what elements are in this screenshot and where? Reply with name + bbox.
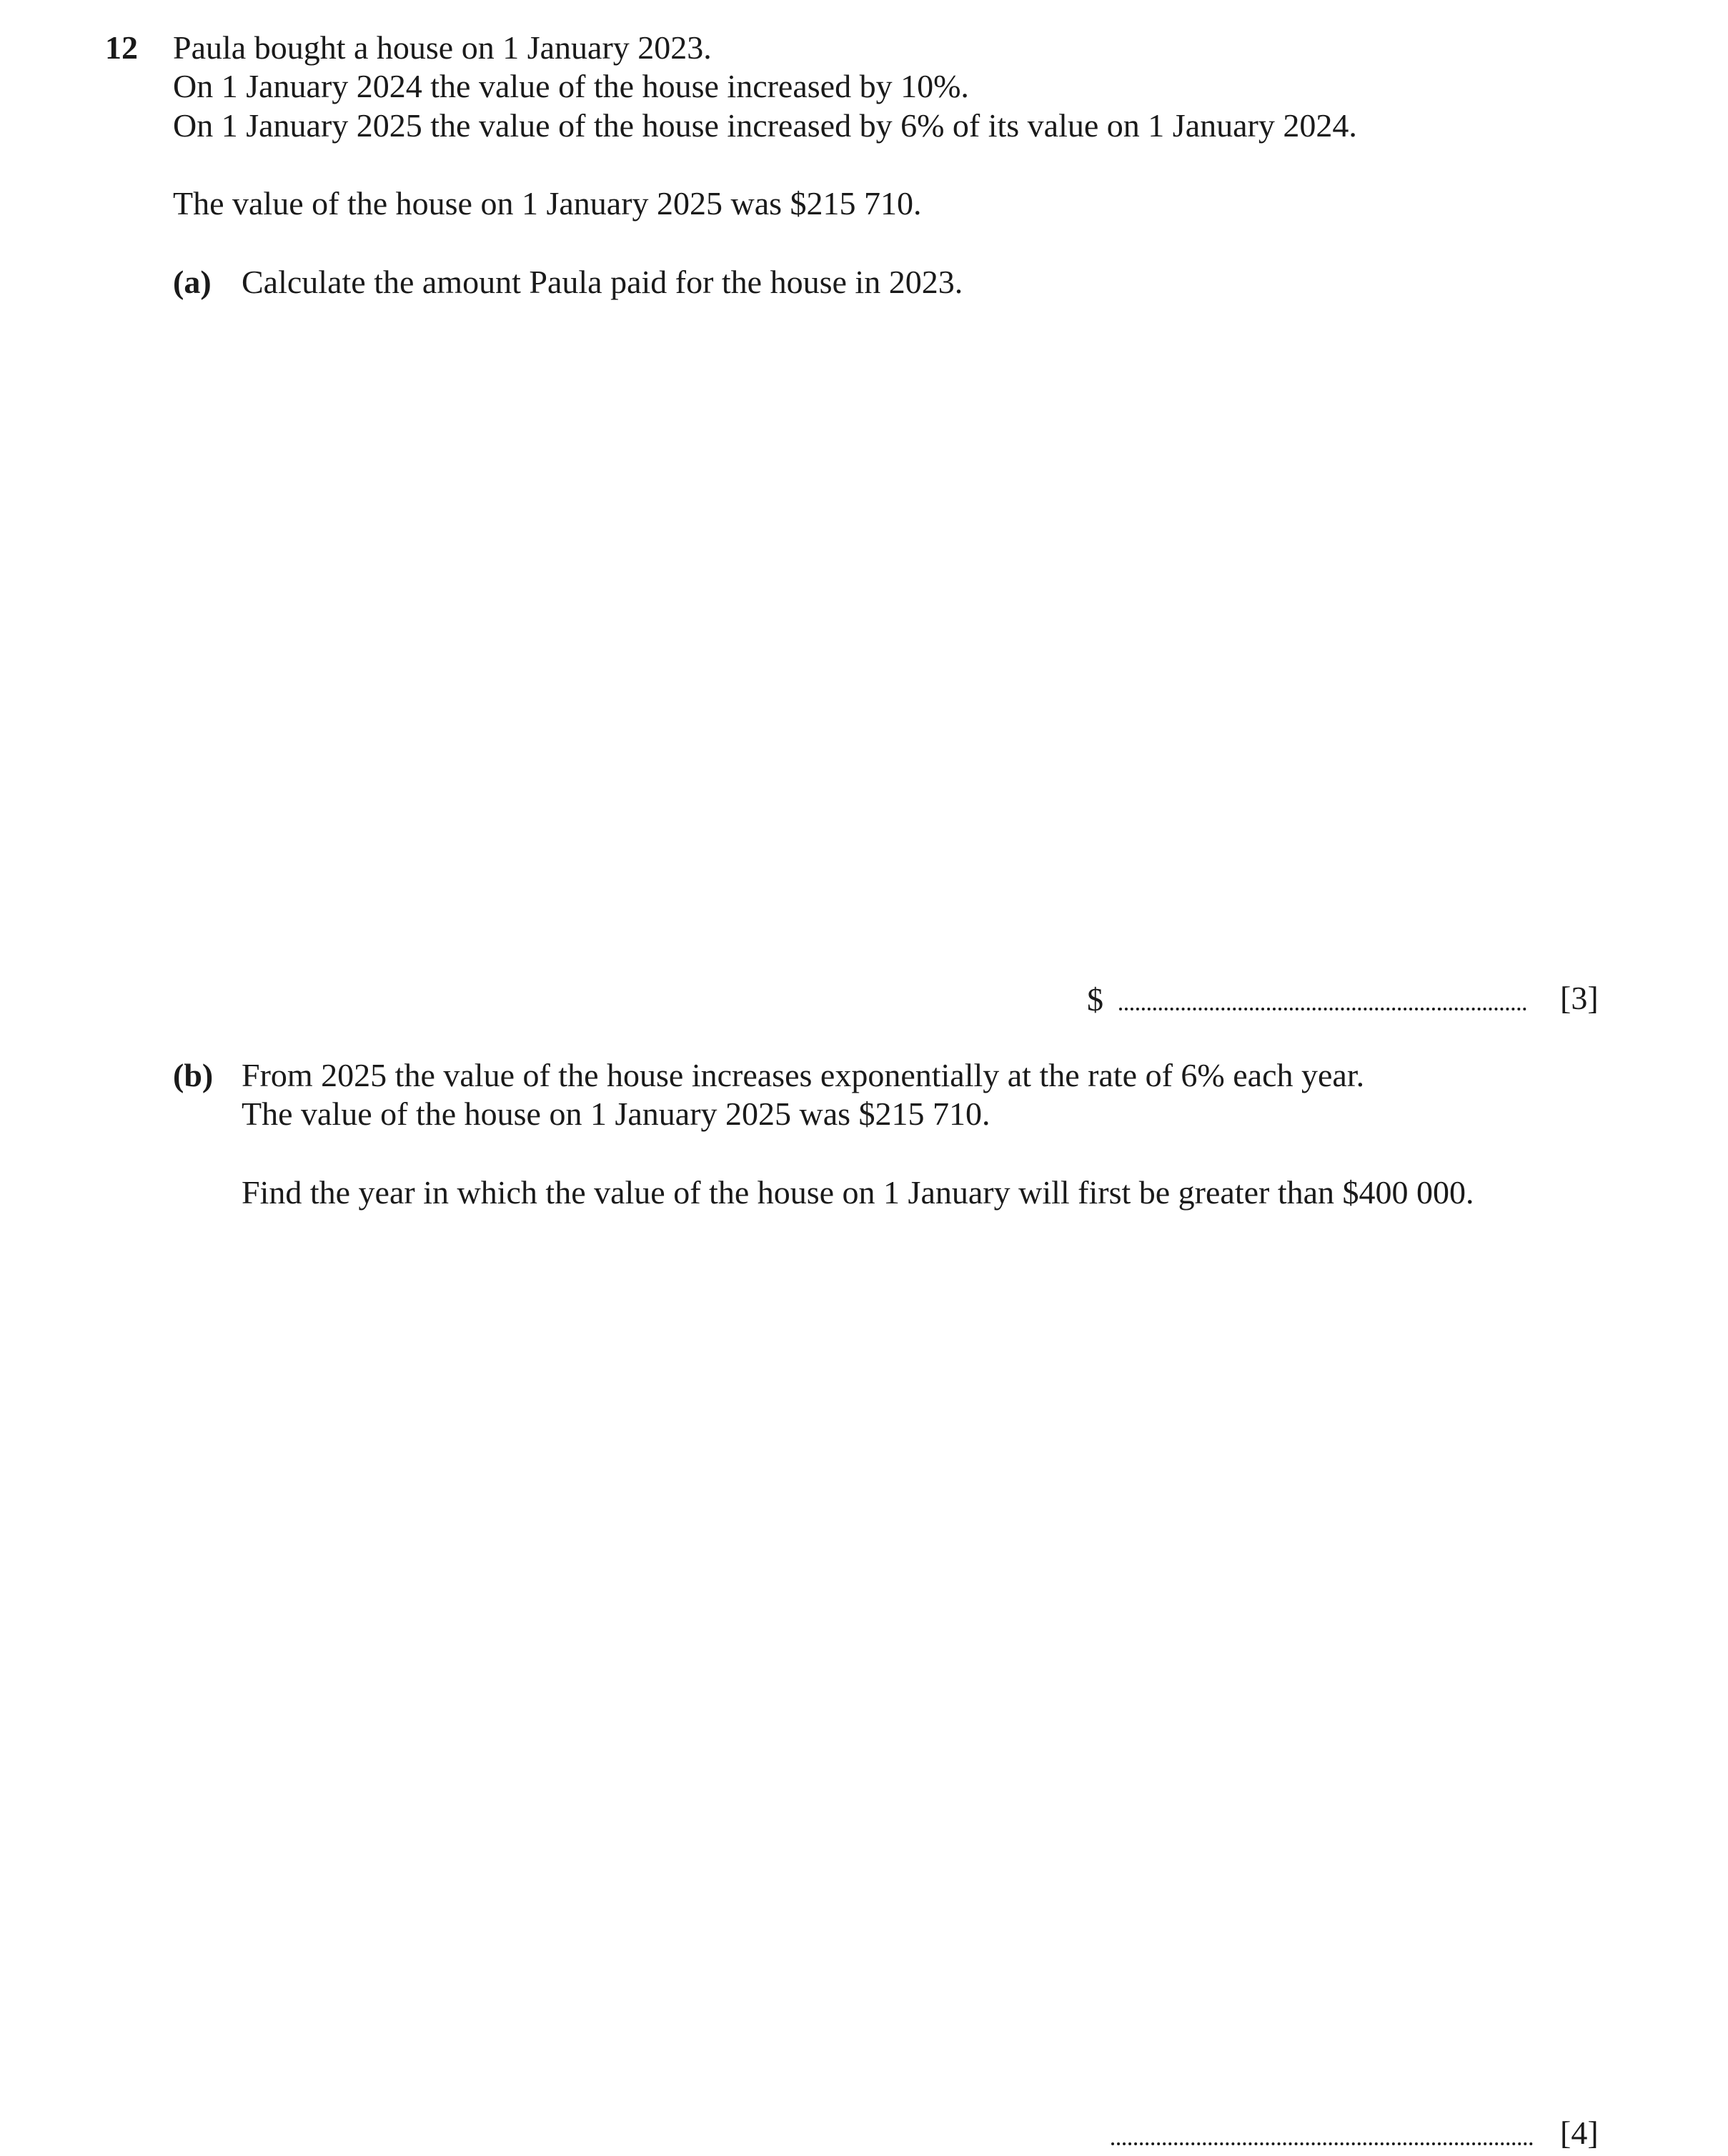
- question-number: 12: [105, 29, 138, 66]
- part-a-working-space[interactable]: [172, 314, 1601, 958]
- intro-line-3: On 1 January 2025 the value of the house increased by 6% of its value on 1 January 2024.: [173, 107, 1357, 144]
- intro-line-2: On 1 January 2024 the value of the house increased by 10%.: [173, 68, 969, 104]
- intro-line-1: Paula bought a house on 1 January 2023.: [173, 29, 712, 66]
- part-b-marks: [4]: [1560, 2115, 1599, 2151]
- value-statement: The value of the house on 1 January 2025 was $215 710.: [173, 185, 922, 222]
- part-b-instruction: Find the year in which the value of the house on 1 January will first be greater than $400 000.: [242, 1174, 1474, 1211]
- part-a-answer-dots[interactable]: [1119, 979, 1526, 1010]
- part-b-line-2: The value of the house on 1 January 2025 was $215 710.: [242, 1096, 990, 1132]
- part-a-question: Calculate the amount Paula paid for the house in 2023.: [242, 264, 963, 300]
- part-a-dollar-sign: $: [1087, 981, 1103, 1018]
- part-a-answer-line[interactable]: [1087, 979, 1526, 1019]
- part-b-working-space[interactable]: [172, 1229, 1601, 2101]
- part-b-label: (b): [173, 1057, 214, 1093]
- part-a-marks: [3]: [1560, 980, 1599, 1016]
- part-b-answer-line[interactable]: [1111, 2114, 1533, 2154]
- part-b-line-1: From 2025 the value of the house increases exponentially at the rate of 6% each year.: [242, 1057, 1365, 1093]
- part-b-answer-dots[interactable]: [1111, 2114, 1533, 2145]
- part-a-label: (a): [173, 264, 212, 300]
